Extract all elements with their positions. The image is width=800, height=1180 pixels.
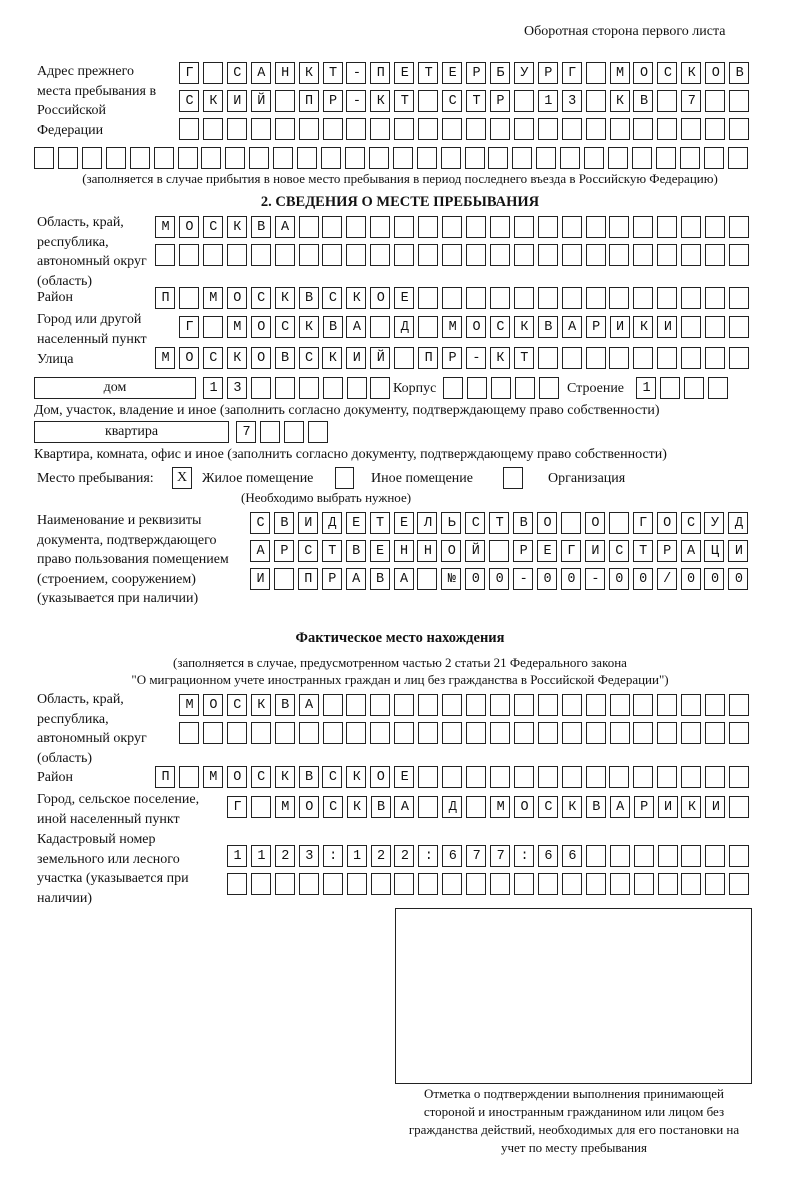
char-cell[interactable] xyxy=(538,722,558,744)
char-cell[interactable] xyxy=(418,694,438,716)
char-cell[interactable] xyxy=(347,873,367,895)
char-cell[interactable] xyxy=(705,316,725,338)
char-cell[interactable] xyxy=(273,147,293,169)
char-cell[interactable] xyxy=(443,377,463,399)
stay-option-other: Иное помещение xyxy=(371,471,473,486)
cadastre-label: Кадастровый номер земельного или лесного участка (указывается при наличии) xyxy=(37,832,189,906)
stroenie-label: Строение xyxy=(567,381,625,396)
stay-checkbox-other[interactable] xyxy=(335,467,354,489)
char-cell[interactable] xyxy=(610,722,630,744)
char-cell[interactable] xyxy=(705,118,725,140)
char-cell[interactable] xyxy=(275,377,295,399)
house-type-field[interactable]: дом xyxy=(34,377,196,399)
char-cell[interactable] xyxy=(251,722,271,744)
char-cell[interactable] xyxy=(704,147,724,169)
char-cell[interactable] xyxy=(705,244,725,266)
char-cell[interactable] xyxy=(610,694,630,716)
char-cell[interactable] xyxy=(586,722,606,744)
char-cell[interactable] xyxy=(58,147,78,169)
char-cell[interactable] xyxy=(609,244,629,266)
char-cell[interactable] xyxy=(680,147,700,169)
char-cell[interactable] xyxy=(538,694,558,716)
char-cell[interactable] xyxy=(512,147,532,169)
char-cell[interactable] xyxy=(538,244,558,266)
char-cell[interactable] xyxy=(729,722,749,744)
stay-hint: (Необходимо выбрать нужное) xyxy=(241,490,412,505)
char-cell[interactable] xyxy=(586,873,606,895)
char-cell[interactable] xyxy=(251,244,271,266)
char-cell[interactable] xyxy=(729,347,749,369)
actual-district-label: Район xyxy=(37,770,73,785)
char-cell[interactable] xyxy=(418,722,438,744)
doc-row-3-text: И ПРАВА №00-00-00/000 xyxy=(256,572,759,587)
stay-label: Место пребывания: xyxy=(37,471,154,486)
char-cell[interactable] xyxy=(490,118,510,140)
char-cell[interactable] xyxy=(681,873,701,895)
char-cell[interactable] xyxy=(347,377,367,399)
char-cell[interactable] xyxy=(393,147,413,169)
char-cell[interactable] xyxy=(514,873,534,895)
char-cell[interactable] xyxy=(562,216,582,238)
char-cell[interactable] xyxy=(490,766,510,788)
char-cell[interactable] xyxy=(681,287,701,309)
char-cell[interactable] xyxy=(490,694,510,716)
char-cell[interactable] xyxy=(299,377,319,399)
char-cell[interactable] xyxy=(681,766,701,788)
stamp-box xyxy=(395,908,752,1084)
char-cell[interactable] xyxy=(275,722,295,744)
char-cell[interactable] xyxy=(251,873,271,895)
char-cell[interactable] xyxy=(394,694,414,716)
char-cell[interactable] xyxy=(681,118,701,140)
cadastre-row-1-text: 1123:122:677:66 xyxy=(233,849,593,864)
char-cell[interactable] xyxy=(465,147,485,169)
char-cell[interactable] xyxy=(562,694,582,716)
char-cell[interactable] xyxy=(633,244,653,266)
char-cell[interactable] xyxy=(684,377,704,399)
char-cell[interactable] xyxy=(466,216,486,238)
char-cell[interactable] xyxy=(346,118,366,140)
actual-note-1: (заполняется в случае, предусмотренном частью 2 статьи 21 Федерального закона xyxy=(173,655,627,670)
char-cell[interactable] xyxy=(514,244,534,266)
char-cell[interactable] xyxy=(681,722,701,744)
char-cell[interactable] xyxy=(321,147,341,169)
char-cell[interactable] xyxy=(370,118,390,140)
char-cell[interactable] xyxy=(729,90,749,112)
char-cell[interactable] xyxy=(562,287,582,309)
char-cell[interactable] xyxy=(586,347,606,369)
char-cell[interactable] xyxy=(657,766,677,788)
char-cell[interactable] xyxy=(275,118,295,140)
char-cell[interactable] xyxy=(562,873,582,895)
char-cell[interactable] xyxy=(729,873,749,895)
char-cell[interactable] xyxy=(227,118,247,140)
char-cell[interactable] xyxy=(155,244,175,266)
char-cell[interactable] xyxy=(82,147,102,169)
char-cell[interactable] xyxy=(441,147,461,169)
char-cell[interactable] xyxy=(370,722,390,744)
prev-address-row-2-text: СКИЙ ПР-КТ СТР 13 КВ 7 xyxy=(185,94,712,109)
char-cell[interactable] xyxy=(418,118,438,140)
char-cell[interactable] xyxy=(729,694,749,716)
char-cell[interactable] xyxy=(308,421,328,443)
char-cell[interactable] xyxy=(178,147,198,169)
char-cell[interactable] xyxy=(657,287,677,309)
char-cell[interactable] xyxy=(514,766,534,788)
char-cell[interactable] xyxy=(729,845,749,867)
char-cell[interactable] xyxy=(34,147,54,169)
char-cell[interactable] xyxy=(633,766,653,788)
char-cell[interactable] xyxy=(586,287,606,309)
char-cell[interactable] xyxy=(586,244,606,266)
char-cell[interactable] xyxy=(633,694,653,716)
char-cell[interactable] xyxy=(442,244,462,266)
char-cell[interactable] xyxy=(609,766,629,788)
char-cell[interactable] xyxy=(371,873,391,895)
char-cell[interactable] xyxy=(514,694,534,716)
actual-city-label: Город, сельское поселение, иной населенный пункт xyxy=(37,792,200,827)
char-cell[interactable] xyxy=(560,147,580,169)
char-cell[interactable] xyxy=(538,873,558,895)
char-cell[interactable] xyxy=(179,244,199,266)
char-cell[interactable] xyxy=(442,766,462,788)
doc-label: Наименование и реквизиты документа, подтверждающего право пользования помещением (строением, сооружением) (указывается при наличии) xyxy=(37,513,229,606)
char-cell[interactable] xyxy=(609,287,629,309)
char-cell[interactable] xyxy=(201,147,221,169)
char-cell[interactable] xyxy=(299,244,319,266)
char-cell[interactable] xyxy=(514,287,534,309)
char-cell[interactable] xyxy=(610,873,630,895)
char-cell[interactable] xyxy=(225,147,245,169)
char-cell[interactable] xyxy=(442,694,462,716)
char-cell[interactable] xyxy=(394,873,414,895)
stay-option-residential: Жилое помещение xyxy=(202,471,314,486)
actual-title: Фактическое место нахождения xyxy=(295,630,505,646)
char-cell[interactable] xyxy=(370,377,390,399)
char-cell[interactable] xyxy=(442,722,462,744)
char-cell[interactable] xyxy=(370,216,390,238)
apt-type-field[interactable]: квартира xyxy=(34,421,229,443)
char-cell[interactable] xyxy=(275,244,295,266)
char-cell[interactable] xyxy=(346,722,366,744)
char-cell[interactable] xyxy=(586,766,606,788)
char-cell[interactable] xyxy=(466,722,486,744)
doc-row-1-text: СВИДЕТЕЛЬСТВО О ГОСУД xyxy=(256,516,759,531)
stroenie-text: 1 xyxy=(642,381,667,396)
char-cell[interactable] xyxy=(634,845,654,867)
char-cell[interactable] xyxy=(633,347,653,369)
char-cell[interactable] xyxy=(299,873,319,895)
char-cell[interactable] xyxy=(729,244,749,266)
stay-checkbox-residential[interactable]: X xyxy=(172,467,192,489)
char-cell[interactable] xyxy=(633,287,653,309)
char-cell[interactable] xyxy=(323,377,343,399)
char-cell[interactable] xyxy=(538,287,558,309)
char-cell[interactable] xyxy=(466,118,486,140)
char-cell[interactable] xyxy=(323,118,343,140)
char-cell[interactable] xyxy=(705,694,725,716)
korpus-label: Корпус xyxy=(393,381,437,396)
stamp-caption: Отметка о подтверждении выполнения принимающей стороной и иностранным гражданином или лицом без гражданства действий, необходимых для его постановки на учет по месту пребывания xyxy=(408,1086,740,1155)
char-cell[interactable] xyxy=(633,216,653,238)
char-cell[interactable] xyxy=(538,216,558,238)
char-cell[interactable] xyxy=(297,147,317,169)
char-cell[interactable] xyxy=(729,216,749,238)
actual-region-label: Область, край, республика, автономный округ (область) xyxy=(37,692,147,766)
actual-city-text: Г МОСКВА Д МОСКВАРИКИ xyxy=(233,800,736,815)
char-cell[interactable] xyxy=(251,118,271,140)
char-cell[interactable] xyxy=(466,873,486,895)
char-cell[interactable] xyxy=(249,147,269,169)
char-cell[interactable] xyxy=(705,873,725,895)
char-cell[interactable] xyxy=(562,118,582,140)
char-cell[interactable] xyxy=(681,244,701,266)
char-cell[interactable] xyxy=(490,287,510,309)
char-cell[interactable] xyxy=(490,244,510,266)
char-cell[interactable] xyxy=(514,722,534,744)
char-cell[interactable] xyxy=(562,722,582,744)
char-cell[interactable] xyxy=(515,377,535,399)
house-number-text: 13 xyxy=(209,381,258,396)
char-cell[interactable] xyxy=(657,216,677,238)
actual-note-2: "О миграционном учете иностранных граждан и лиц без гражданства в Российской Федерации") xyxy=(131,672,669,687)
doc-row-2-text: АРСТВЕННОЙ РЕГИСТРАЦИ xyxy=(256,544,759,559)
street-text: МОСКОВСКИЙ ПР-КТ xyxy=(161,351,545,366)
char-cell[interactable] xyxy=(490,873,510,895)
char-cell[interactable] xyxy=(633,722,653,744)
char-cell[interactable] xyxy=(345,147,365,169)
char-cell[interactable] xyxy=(346,244,366,266)
stay-checkbox-organization[interactable] xyxy=(503,467,523,489)
char-cell[interactable] xyxy=(227,244,247,266)
char-cell[interactable] xyxy=(562,244,582,266)
char-cell[interactable] xyxy=(657,118,677,140)
char-cell[interactable] xyxy=(514,118,534,140)
char-cell[interactable] xyxy=(284,421,304,443)
char-cell[interactable] xyxy=(466,766,486,788)
char-cell[interactable] xyxy=(490,722,510,744)
char-cell[interactable] xyxy=(657,347,677,369)
side-note: Оборотная сторона первого листа xyxy=(524,24,726,39)
char-cell[interactable] xyxy=(681,347,701,369)
char-cell[interactable] xyxy=(323,873,343,895)
char-cell[interactable] xyxy=(681,845,701,867)
house-caption: Дом, участок, владение и иное (заполнить согласно документу, подтверждающему право собственности) xyxy=(34,403,660,418)
char-cell[interactable] xyxy=(562,766,582,788)
char-cell[interactable] xyxy=(632,147,652,169)
char-cell[interactable] xyxy=(610,118,630,140)
char-cell[interactable] xyxy=(705,287,725,309)
char-cell[interactable] xyxy=(729,766,749,788)
char-cell[interactable] xyxy=(656,147,676,169)
char-cell[interactable] xyxy=(705,766,725,788)
char-cell[interactable] xyxy=(179,722,199,744)
char-cell[interactable] xyxy=(488,147,508,169)
char-cell[interactable] xyxy=(179,118,199,140)
char-cell[interactable] xyxy=(299,118,319,140)
char-cell[interactable] xyxy=(658,845,678,867)
district-text: П МОСКВСКОЕ xyxy=(161,291,425,306)
char-cell[interactable] xyxy=(608,147,628,169)
char-cell[interactable] xyxy=(394,118,414,140)
char-cell[interactable] xyxy=(370,694,390,716)
char-cell[interactable] xyxy=(227,722,247,744)
char-cell[interactable] xyxy=(442,873,462,895)
street-label: Улица xyxy=(37,352,74,367)
region-label: Область, край, республика, автономный округ (область) xyxy=(37,215,147,289)
char-cell[interactable] xyxy=(203,244,223,266)
char-cell[interactable] xyxy=(562,347,582,369)
char-cell[interactable] xyxy=(466,694,486,716)
char-cell[interactable] xyxy=(227,873,247,895)
char-cell[interactable] xyxy=(394,244,414,266)
char-cell[interactable] xyxy=(705,216,725,238)
char-cell[interactable] xyxy=(370,244,390,266)
char-cell[interactable] xyxy=(681,694,701,716)
char-cell[interactable] xyxy=(490,216,510,238)
char-cell[interactable] xyxy=(609,347,629,369)
char-cell[interactable] xyxy=(394,216,414,238)
char-cell[interactable] xyxy=(442,287,462,309)
char-cell[interactable] xyxy=(203,118,223,140)
char-cell[interactable] xyxy=(705,722,725,744)
char-cell[interactable] xyxy=(418,873,438,895)
char-cell[interactable] xyxy=(322,216,342,238)
char-cell[interactable] xyxy=(346,216,366,238)
char-cell[interactable] xyxy=(442,216,462,238)
district-label: Район xyxy=(37,290,73,305)
char-cell[interactable] xyxy=(154,147,174,169)
char-cell[interactable] xyxy=(609,216,629,238)
char-cell[interactable] xyxy=(729,287,749,309)
apt-caption: Квартира, комната, офис и иное (заполнить согласно документу, подтверждающему право собственности) xyxy=(34,447,667,462)
city-text: Г МОСКВА Д МОСКВАРИКИ xyxy=(185,320,688,335)
char-cell[interactable] xyxy=(610,845,630,867)
char-cell[interactable] xyxy=(323,722,343,744)
char-cell[interactable] xyxy=(634,873,654,895)
char-cell[interactable] xyxy=(538,766,558,788)
char-cell[interactable] xyxy=(514,216,534,238)
apt-number-text: 7 xyxy=(242,425,267,440)
char-cell[interactable] xyxy=(538,118,558,140)
char-cell[interactable] xyxy=(130,147,150,169)
char-cell[interactable] xyxy=(467,377,487,399)
char-cell[interactable] xyxy=(442,118,462,140)
char-cell[interactable] xyxy=(275,873,295,895)
char-cell[interactable] xyxy=(299,722,319,744)
char-cell[interactable] xyxy=(729,316,749,338)
char-cell[interactable] xyxy=(633,118,653,140)
char-cell[interactable] xyxy=(394,722,414,744)
char-cell[interactable] xyxy=(657,722,677,744)
char-cell[interactable] xyxy=(536,147,556,169)
char-cell[interactable] xyxy=(417,147,437,169)
char-cell[interactable] xyxy=(491,377,511,399)
prev-address-note: (заполняется в случае прибытия в новое место пребывания в период последнего въезда в Российскую Федерацию) xyxy=(82,171,718,186)
char-cell[interactable] xyxy=(539,377,559,399)
actual-region-row-1-text: МОСКВА xyxy=(185,698,329,713)
char-cell[interactable] xyxy=(705,845,725,867)
char-cell[interactable] xyxy=(586,118,606,140)
char-cell[interactable] xyxy=(658,873,678,895)
char-cell[interactable] xyxy=(418,244,438,266)
stay-option-organization: Организация xyxy=(548,471,626,486)
char-cell[interactable] xyxy=(322,244,342,266)
region-row-1-text: МОСКВА xyxy=(161,220,305,235)
char-cell[interactable] xyxy=(657,694,677,716)
char-cell[interactable] xyxy=(346,694,366,716)
section-2-title: 2. СВЕДЕНИЯ О МЕСТЕ ПРЕБЫВАНИЯ xyxy=(260,194,540,210)
char-cell[interactable] xyxy=(418,216,438,238)
actual-district-text: П МОСКВСКОЕ xyxy=(161,770,425,785)
char-cell[interactable] xyxy=(466,287,486,309)
prev-address-row-1-text: Г САНКТ-ПЕТЕРБУРГ МОСКОВ xyxy=(185,66,760,81)
char-cell[interactable] xyxy=(708,377,728,399)
char-cell[interactable] xyxy=(466,244,486,266)
char-cell[interactable] xyxy=(586,694,606,716)
char-cell[interactable] xyxy=(657,244,677,266)
char-cell[interactable] xyxy=(369,147,389,169)
city-label: Город или другой населенный пункт xyxy=(37,312,147,347)
char-cell[interactable] xyxy=(586,216,606,238)
prev-address-label: Адрес прежнего места пребывания в Российской Федерации xyxy=(37,64,157,138)
char-cell[interactable] xyxy=(729,118,749,140)
char-cell[interactable] xyxy=(203,722,223,744)
char-cell[interactable] xyxy=(705,347,725,369)
char-cell[interactable] xyxy=(681,216,701,238)
char-cell[interactable] xyxy=(728,147,748,169)
char-cell[interactable] xyxy=(584,147,604,169)
char-cell[interactable] xyxy=(106,147,126,169)
